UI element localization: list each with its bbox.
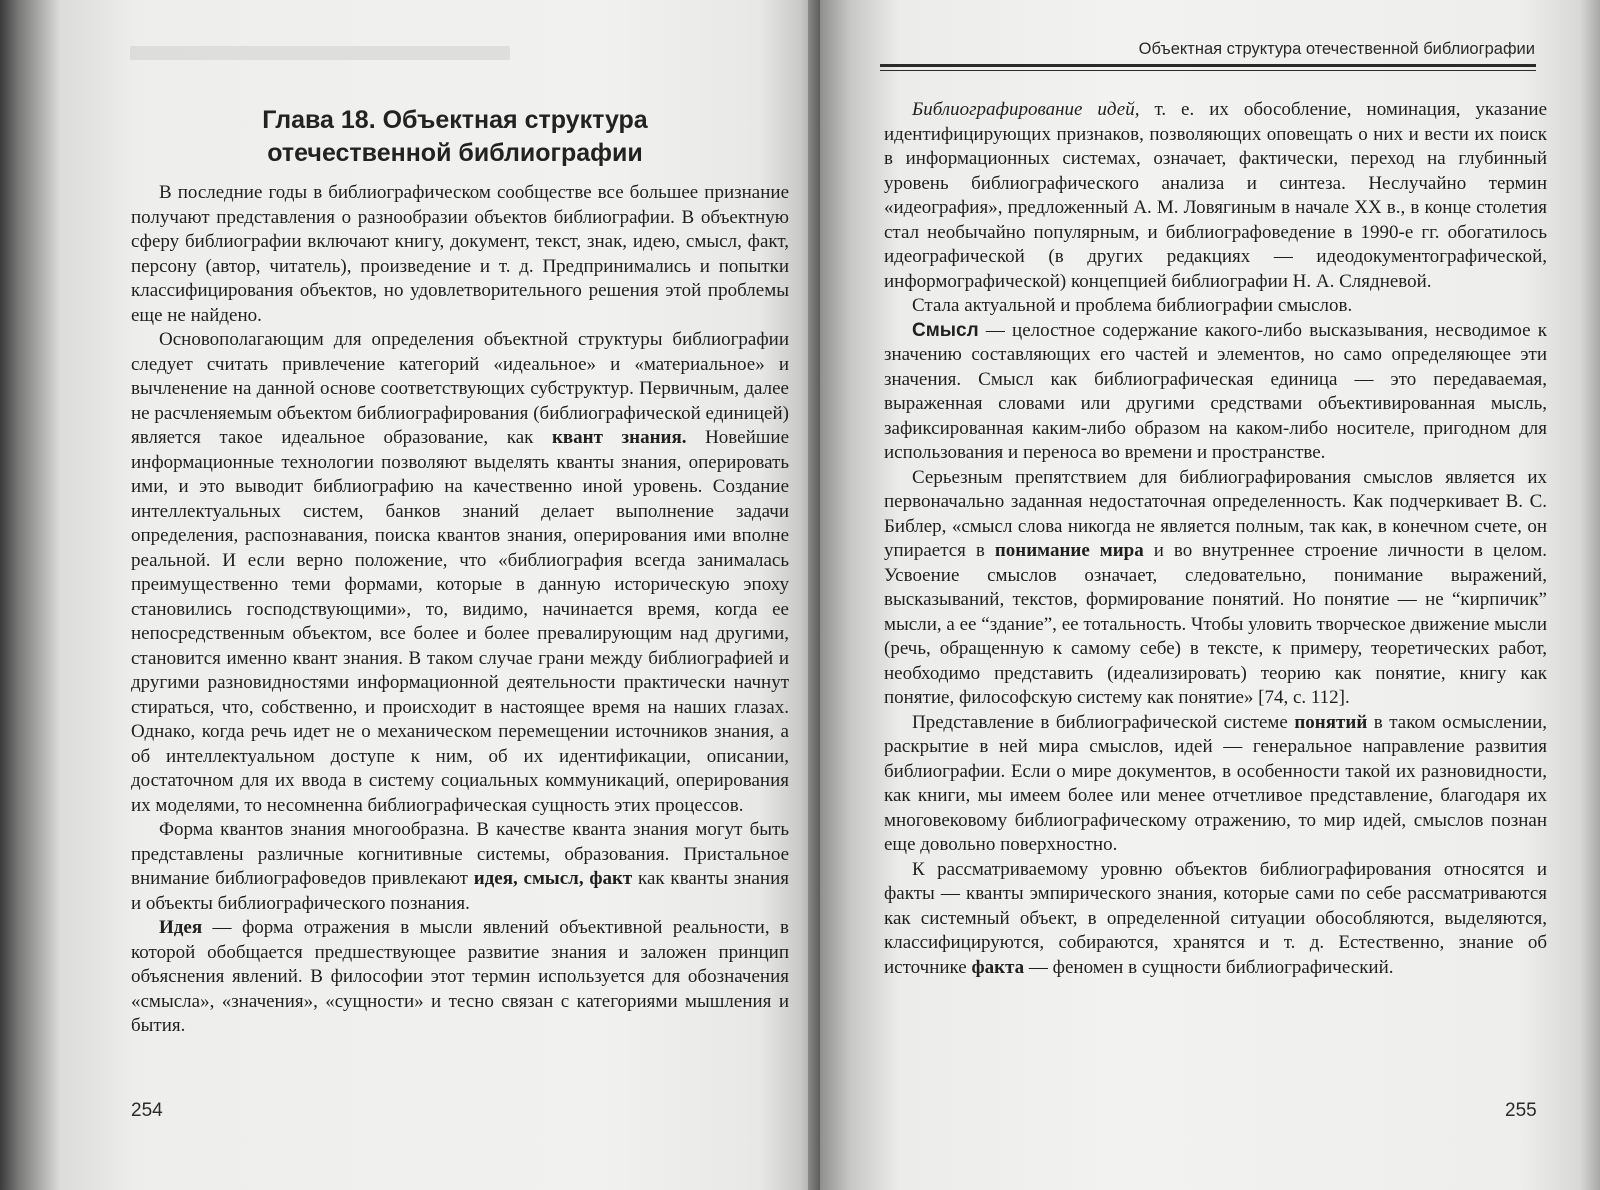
paragraph: Серьезным препятствием для библиографирования смыслов является их первоначально заданная недостаточная определенность. Как подчеркивает В. С. Библер, «смысл слова никогда не является полным, так как, в конечном счете, он упирается в понимание мира и во внутреннее строение личности в целом. Усвоение смыслов означает, следовательно, понимание выражений, высказываний, текстов, формирование понятий. Но понятие — не “кирпичик” мысли, а ее “здание”, ее тотальность. Чтобы уловить творческое движение мысли (речь, обращенную к самому себе) в тексте, к примеру, теоретических работ, необходимо представить (идеализировать) теорию как понятие, книгу как понятие, философскую систему как понятие» [74, с. 112].: [884, 466, 1548, 708]
header-rule-thick: [880, 64, 1536, 67]
term-bold: понятий: [1294, 711, 1368, 733]
right-page: [820, 0, 1600, 1190]
paragraph: Форма квантов знания многообразна. В качестве кванта знания могут быть представлены различные когнитивные системы, образования. Пристальное внимание библиографоведов привлекают идея, смысл, факт как кванты знания и объекты библиографического познания.: [131, 819, 789, 914]
paragraph: В последние годы в библиографическом сообществе все большее признание получают представления о разнообразии объектов библиографии. В объектную сферу библиографии включают книгу, документ, текст, знак, идею, смысл, факт, персону (автор, читатель), произведение и т. д. Предпринимались и попытки классифицирования объектов, но удовлетворительного решения этой проблемы еще не найдено.: [131, 182, 789, 326]
chapter-title-line2: отечественной библиографии: [267, 139, 643, 167]
paragraph: Основополагающим для определения объектной структуры библиографии следует считать привлечение категорий «идеальное» и «материальное» и вычленение на данной основе соответствующих субструктур. Первичным, далее не расчленяемым объектом библиографирования (библиографической единицей) является такое идеальное образование, как квант знания. Новейшие информационные технологии позволяют выделять кванты знания, оперировать ими, и это выводит библиографию на качественно иной уровень. Создание интеллектуальных систем, банков знаний делает выполнение задачи определения, распознавания, поиска квантов знания, оперирования ими вполне реальной. И если верно положение, что «библиография всегда занималась преимущественно теми формами, которые в данную историческую эпоху становились господствующими», то, видимо, начинается время, когда ее непосредственным объектом, все более и более превалирующим над другими, становится именно квант знания. В таком случае грани между библиографией и другими разновидностями информационной деятельности практически начнут стираться, что, собственно, и происходит в настоящее время на наших глазах. Однако, когда речь идет не о механическом перемещении источников знания, а об интеллектуальном доступе к ним, об их идентификации, описании, достаточном для их ввода в систему социальных коммуникаций, оперирования их моделями, то несомненна библиографическая сущность этих процессов.: [131, 329, 790, 816]
bleed-through-header: [130, 46, 510, 60]
term-bold: квант знания.: [551, 427, 687, 448]
term-bold: Идея: [159, 917, 203, 938]
paragraph: Библиографирование идей, т. е. их обособление, номинация, указание идентифицирующих признаков, позволяющих оповещать о них и вести их поиск в информационных системах, означает, фактически, переход на глубинный уровень библиографического анализа и синтеза. Неслучайно термин «идеография», предложенный А. М. Ловягиным в начале XX в., в конце столетия стал необычайно популярным, и библиографоведение в 1990-е гг. обогатилось идеографической (в других редакциях — идеодокументографической, информографической) концепцией библиографии Н. А. Слядневой.: [884, 99, 1548, 292]
left-body-text: [131, 181, 789, 1039]
chapter-title-line1: Глава 18. Объектная структура: [262, 106, 648, 134]
term-bold: идея, смысл, факт: [473, 868, 633, 889]
paragraph: Идея — форма отражения в мысли явлений объективной реальности, в которой обобщается предшествующее развитие знания и заложен принцип объяснения явлений. В философии этот термин используется для обозначения «смысла», «значения», «сущности» и тесно связан с категориями мышления и бытия.: [131, 917, 789, 1036]
paragraph: Смысл — целостное содержание какого-либо высказывания, несводимое к значению составляющих его частей и элементов, но само определяющее эти значения. Смысл как библиографическая единица — это передаваемая, выраженная словами или другими средствами объективированная мысль, зафиксированная каким-либо образом на каком-либо носителе, пригодном для использования и переноса во времени и пространстве.: [884, 319, 1547, 463]
paragraph: Представление в библиографической системе понятий в таком осмыслении, раскрытие в ней мира смыслов, идей — генеральное направление развития библиографии. Если о мире документов, в особенности такой их разновидности, как книги, мы имеем более или менее отчетливое представление, благодаря их многовековому библиографическому отражению, то мир идей, смыслов познан еще довольно поверхностно.: [884, 711, 1547, 855]
right-body-text: [884, 98, 1547, 980]
term-bold: факта: [971, 956, 1025, 978]
page-number-right: 255: [1505, 1100, 1537, 1121]
header-rule-thin: [880, 70, 1536, 71]
term-bold: Смысл: [912, 319, 979, 341]
paragraph: Стала актуальной и проблема библиографии смыслов.: [912, 295, 1353, 316]
term-bold: понимание мира: [994, 540, 1144, 561]
running-header: Объектная структура отечественной библиографии: [1138, 40, 1535, 58]
page-number-left: 254: [131, 1100, 163, 1121]
chapter-title: [175, 104, 735, 170]
paragraph: К рассматриваемому уровню объектов библиографирования относятся и факты — кванты эмпирического знания, которые сами по себе рассматриваются как системный объект, в определенной ситуации обособляются, выделяются, классифицируются, собираются, хранятся и т. д. Естественно, знание об источнике факта — феномен в сущности библиографический.: [884, 858, 1547, 978]
term-italic: Библиографирование идей,: [912, 99, 1140, 120]
